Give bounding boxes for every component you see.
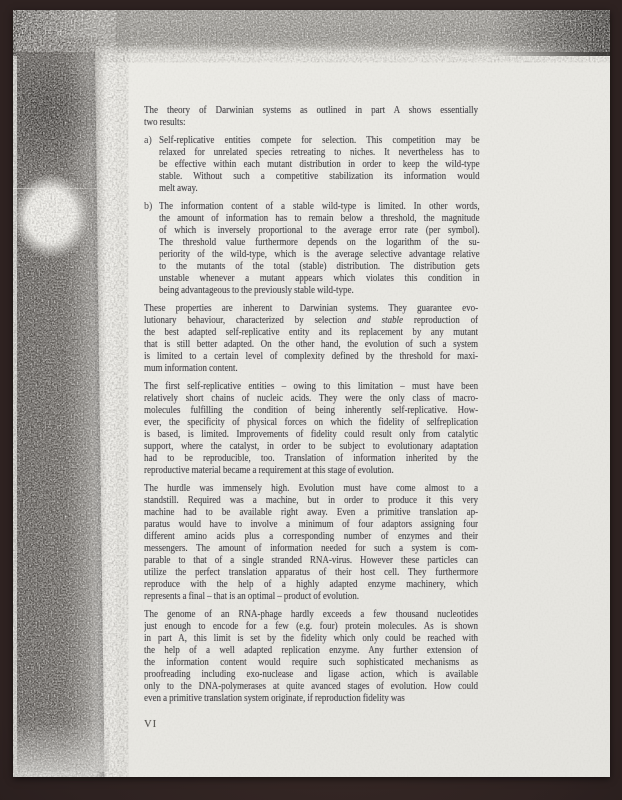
list-marker-a: a) [144,135,152,146]
text-line: Self-replicative entities compete for selection. This competition may be [159,135,480,146]
text-line: represents a final – that is an optimal – product of evolution. [144,591,360,602]
paragraph-genome [144,609,516,705]
paragraph-first-entities [144,381,516,477]
text-line: different amino acids plus a corresponding number of enzymes and their [144,531,479,542]
text-line: is based, is limited. Improvements of fidelity could result only from catalytic [144,429,479,440]
text-line: messengers. The amount of information needed for such a system is com- [144,543,479,554]
text-line: that is still better adapted. On the other hand, the evolution of such a system [144,339,479,350]
text-line: paratus would have to involve a minimum of four adaptors assigning four [144,519,479,530]
text-line: is limited to a certain level of complexity defined by the threshold for maxi- [144,351,479,362]
text-line: unstable whenever a mutant appears which violates this condition in [159,273,480,284]
text-line: The theory of Darwinian systems as outlined in part A shows essentially [144,105,479,116]
text-line: melt away. [159,183,198,194]
list-item-a [144,135,516,195]
text-column [144,105,516,730]
text-line: ever, the specificity of physical forces on which the fidelity of selfreplication [144,417,479,428]
page-number: VI [144,719,158,730]
list-item-b [144,201,516,297]
text-line: machine had to be available right away. Even a primitive translation ap- [144,507,479,518]
text-line: even a primitive translation system originate, if reproduction fidelity was [144,693,405,704]
text-line: The first self-replicative entities – owing to this limitation – must have been [144,381,479,392]
text-line: support, where the catalyst, in order to be subject to evolutionary adaptation [144,441,479,452]
text-line: The threshold value furthermore depends on the logarithm of the su- [159,237,480,248]
text-line: the amount of information has to remain below a threshold, the magnitude [159,213,480,224]
text-line: reproductive material became a requirement at this stage of evolution. [144,465,394,476]
text-line: be effective within each mutant distribution in order to keep the wild-type [159,159,480,170]
text-line: The information content of a stable wild-type is limited. In other words, [159,201,480,212]
text-line: The genome of an RNA-phage hardly exceeds a few thousand nucleotides [144,609,479,620]
text-line: These properties are inherent to Darwinian systems. They guarantee evo- [144,303,479,314]
text-line: lutionary behaviour, characterized by selection and stable reproduction of [144,315,479,326]
text-line: parable to that of a single stranded RNA-virus. However these particles can [144,555,479,566]
text-line: of which is inversely proportional to the average error rate (per symbol). [159,225,480,236]
text-line: had to be reproducible, too. Translation of information inherited by the [144,453,479,464]
text-line: being advantageous to the previously stable wild-type. [159,285,354,296]
text-line: utilize the perfect translation apparatus of their host cell. They furthermore [144,567,479,578]
text-line: relaxed for unrelated species retreating to niches. It nevertheless has to [159,147,480,158]
paragraph-intro [144,105,516,129]
paragraph-hurdle [144,483,516,603]
list-item-a-text [159,135,516,195]
text-line: the help of a well adapted replication enzyme. Any further extension of [144,645,479,656]
list-marker-b: b) [144,201,153,212]
toner-band-left [17,38,109,772]
text-line: only to the DNA-polymerases at quite avanced stages of evolution. How could [144,681,479,692]
text-line: just enough to encode for a few (e.g. four) protein molecules. As is shown [144,621,479,632]
text-line: standstill. Required was a machine, but in order to produce it this very [144,495,479,506]
text-line: periority of the wild-type, which is the average selective advantage relative [159,249,480,260]
list-item-b-text [159,201,516,297]
text-line: two results: [144,117,186,128]
text-line: reproduce with the help of a highly adapted enzyme machinery, which [144,579,479,590]
scan-scratch-line [13,188,115,189]
text-line: The hurdle was immensely high. Evolution must have come almost to a [144,483,479,494]
text-line: molecules fulfilling the condition of being inherently self-replicative. How- [144,405,479,416]
text-line: the information content would require such sophisticated mechanisms as [144,657,479,668]
text-line: mum information content. [144,363,238,374]
paragraph-properties [144,303,516,375]
text-line: to the mutants of the total (stable) distribution. The distribution gets [159,261,480,272]
text-line: proofreading including exo-nuclease and ligase action, which is available [144,669,479,680]
text-line: stable. Without such a competitive stabilization its information would [159,171,480,182]
text-line: in part A, this limit is set by the fidelity which only could be reached with [144,633,479,644]
text-line: the best adapted self-replicative entity and its replacement by any mutant [144,327,479,338]
text-line: relatively short chains of nucleic acids. They were the only class of macro- [144,393,479,404]
photocopy-sheet [13,10,610,777]
